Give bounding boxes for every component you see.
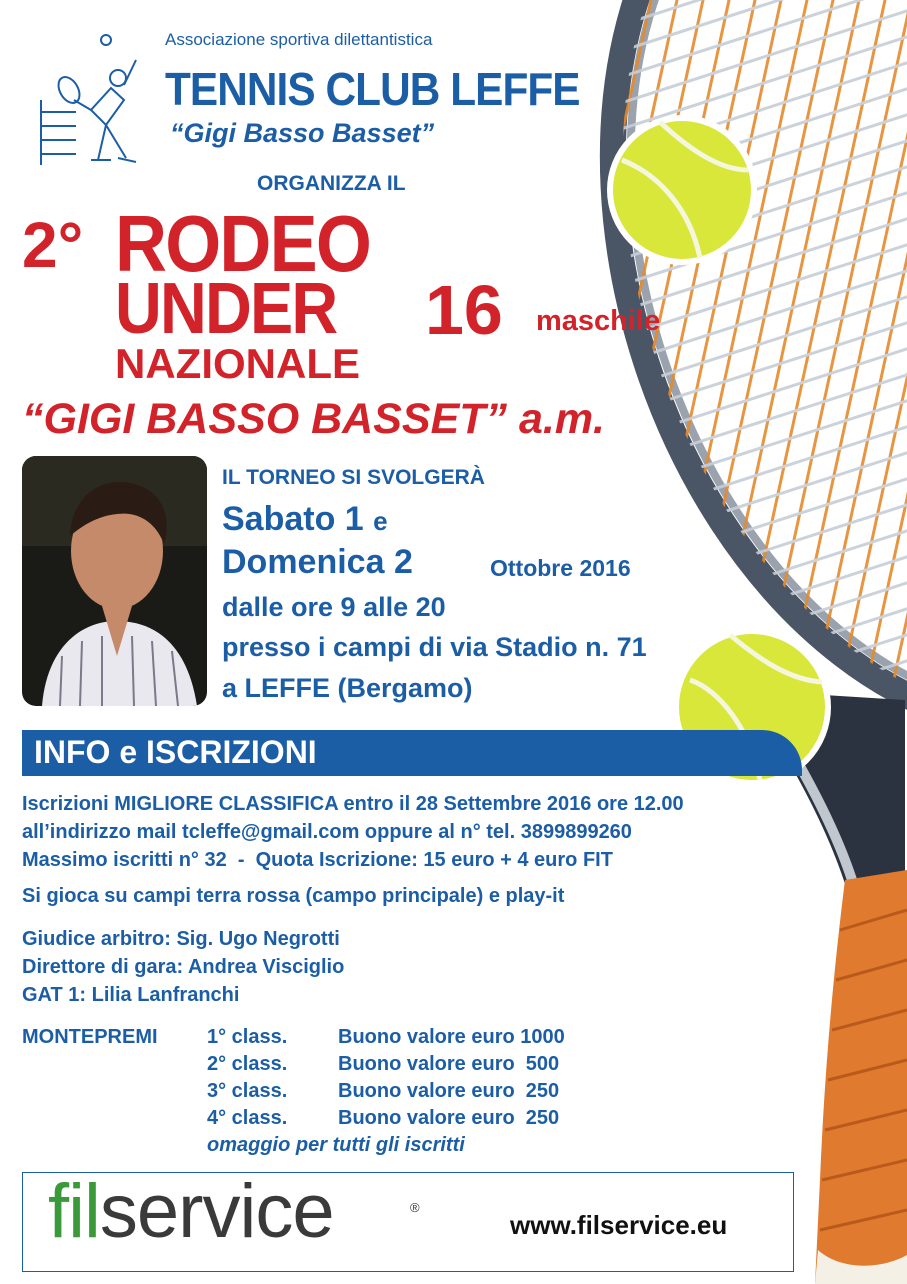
sponsor-logo: filservice <box>48 1169 334 1254</box>
prize-place: 2° class. <box>207 1053 288 1075</box>
tennis-player-logo <box>36 30 156 170</box>
prize-note: omaggio per tutti gli iscritti <box>207 1134 465 1156</box>
prize-value: Buono valore euro 250 <box>338 1080 560 1102</box>
association-label: Associazione sportiva dilettantistica <box>165 30 433 49</box>
info-line: Massimo iscritti n° 32 - Quota Iscrizione: 15 euro + 4 euro FIT <box>22 849 613 871</box>
info-line: Si gioca su campi terra rossa (campo principale) e play-it <box>22 885 565 907</box>
schedule-day2: Domenica 2 <box>222 543 413 581</box>
schedule-hours: dalle ore 9 alle 20 <box>222 592 446 622</box>
prizes-label: MONTEPREMI <box>22 1026 158 1048</box>
info-line: GAT 1: Lilia Lanfranchi <box>22 984 240 1006</box>
schedule-place: presso i campi di via Stadio n. 71 <box>222 632 647 662</box>
info-heading: INFO e ISCRIZIONI <box>34 734 317 770</box>
schedule-city: a LEFFE (Bergamo) <box>222 673 473 703</box>
info-line: Iscrizioni MIGLIORE CLASSIFICA entro il 28 Settembre 2016 ore 12.00 <box>22 793 684 815</box>
info-line: Direttore di gara: Andrea Visciglio <box>22 956 345 978</box>
sponsor-website-link[interactable]: www.filservice.eu <box>510 1210 728 1240</box>
registered-mark: ® <box>410 1200 420 1215</box>
organizza-label: ORGANIZZA IL <box>257 172 406 195</box>
prize-value: Buono valore euro 250 <box>338 1107 560 1129</box>
schedule-month: Ottobre 2016 <box>490 555 631 581</box>
event-dedication: “GIGI BASSO BASSET” a.m. <box>22 395 605 443</box>
info-line: all’indirizzo mail tcleffe@gmail.com oppure al n° tel. 3899899260 <box>22 821 632 843</box>
event-category: maschile <box>536 305 661 337</box>
club-name: TENNIS CLUB LEFFE <box>165 63 580 115</box>
event-scope: NAZIONALE <box>115 340 360 387</box>
prize-place: 3° class. <box>207 1080 288 1102</box>
event-title-under: UNDER <box>115 269 337 349</box>
edition-number: 2° <box>22 209 84 281</box>
tennis-ball-top <box>610 118 754 262</box>
portrait-photo <box>22 456 207 706</box>
event-title-age: 16 <box>425 271 503 349</box>
prize-value: Buono valore euro 500 <box>338 1053 560 1075</box>
schedule-intro: IL TORNEO SI SVOLGERÀ <box>222 466 485 489</box>
prize-place: 1° class. <box>207 1026 288 1048</box>
info-line: Giudice arbitro: Sig. Ugo Negrotti <box>22 928 340 950</box>
schedule-day1: Sabato 1 e <box>222 500 388 538</box>
club-subtitle: “Gigi Basso Basset” <box>170 118 435 148</box>
event-title-rodeo: RODEO <box>115 199 371 288</box>
prize-value: Buono valore euro 1000 <box>338 1026 565 1048</box>
prize-place: 4° class. <box>207 1107 288 1129</box>
